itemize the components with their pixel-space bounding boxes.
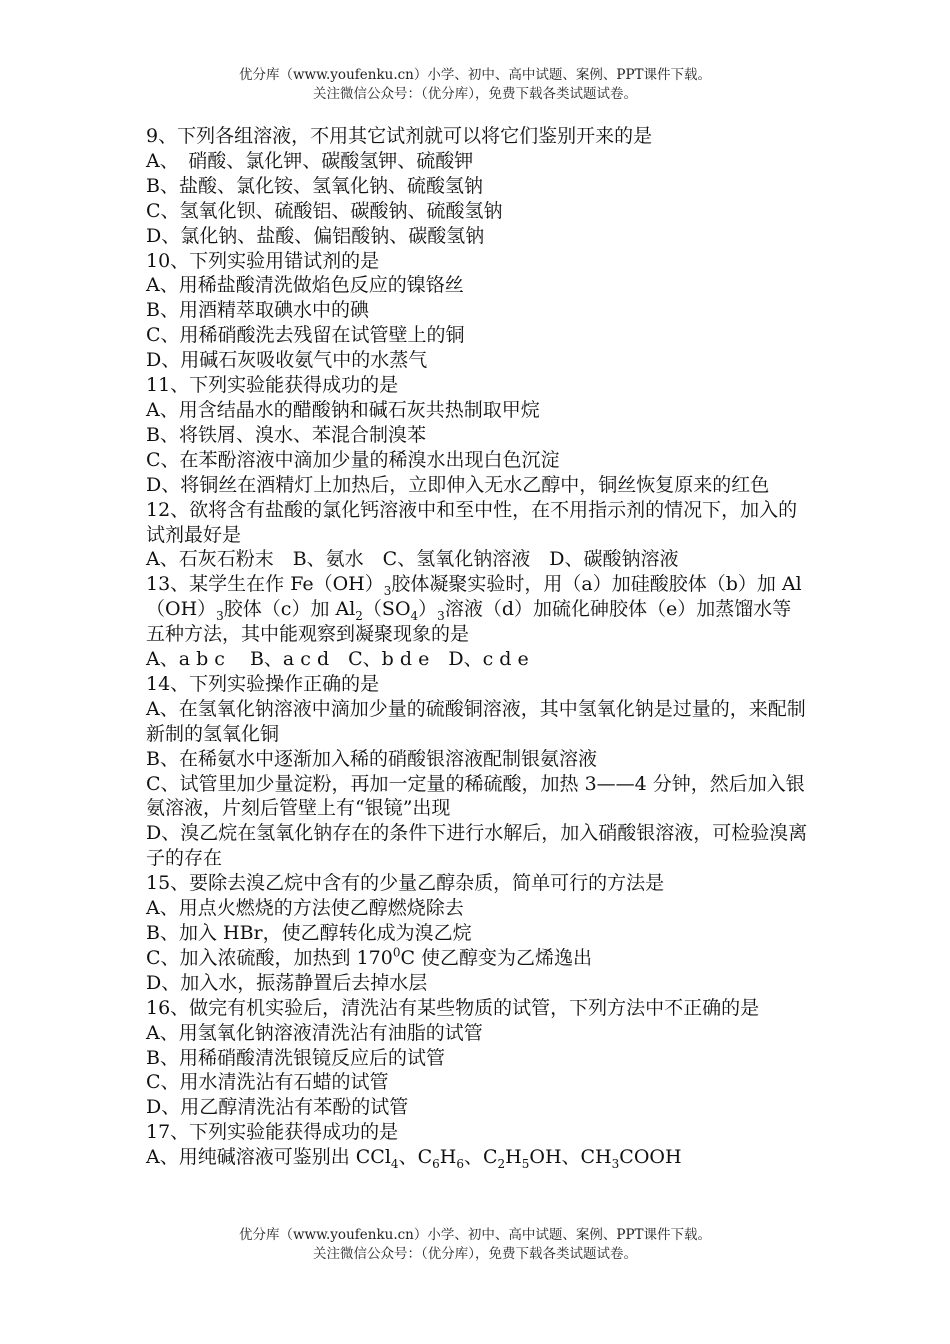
- q15-option-c: [146, 946, 810, 971]
- q11-option-c: C、在苯酚溶液中滴加少量的稀溴水出现白色沉淀: [146, 448, 560, 471]
- q17-a-text-5: H: [505, 1146, 522, 1169]
- q16-option-c: C、用水清洗沾有石蜡的试管: [146, 1071, 389, 1094]
- q17-a-text-7: COOH: [619, 1146, 682, 1169]
- q11-option-d: D、将铜丝在酒精灯上加热后，立即伸入无水乙醇中，铜丝恢复原来的红色: [146, 473, 770, 496]
- q16-option-a: A、用氢氧化钠溶液清洗沾有油脂的试管: [146, 1021, 483, 1044]
- q9-option-b: B、盐酸、氯化铵、氢氧化钠、硫酸氢钠: [146, 174, 483, 197]
- q17-a-sub-1: 4: [390, 1156, 399, 1171]
- q17-a-text-2: 、C: [398, 1146, 433, 1169]
- q17-a-text-1: A、用纯碱溶液可鉴别出 CCl: [146, 1146, 391, 1169]
- q17-a-sub-4: 2: [497, 1156, 506, 1171]
- q10-option-c: C、用稀硝酸洗去残留在试管壁上的铜: [146, 324, 465, 347]
- q17-a-sub-2: 6: [432, 1156, 440, 1171]
- q17-stem: 17、下列实验能获得成功的是: [146, 1121, 399, 1144]
- q15-c-text-2: C 使乙醇变为乙烯逸出: [400, 946, 593, 969]
- q16-stem: 16、做完有机实验后，清洗沾有某些物质的试管，下列方法中不正确的是: [146, 996, 760, 1019]
- q17-a-text-4: 、C: [463, 1146, 498, 1169]
- footer-line-2: 关注微信公众号：（优分库），免费下载各类试题试卷。: [313, 1246, 637, 1262]
- q10-option-a: A、用稀盐酸清洗做焰色反应的镍铬丝: [146, 274, 464, 297]
- footer-line-1: 优分库（www.youfenku.cn）小学、初中、高中试题、案例、PPT课件下载。: [238, 1227, 712, 1243]
- q17-option-a: [146, 1145, 810, 1170]
- q16-option-b: B、用稀硝酸清洗银镜反应后的试管: [146, 1046, 445, 1069]
- q12-options: A、石灰石粉末 B、氨水 C、氢氧化钠溶液 D、碳酸钠溶液: [146, 548, 679, 571]
- q14-option-a: A、在氢氧化钠溶液中滴加少量的硫酸铜溶液，其中氢氧化钠是过量的，来配制新制的氢氧化铜: [146, 697, 806, 745]
- page-header: [0, 66, 950, 104]
- q10-option-b: B、用酒精萃取碘水中的碘: [146, 299, 369, 322]
- q17-a-sub-5: 5: [521, 1156, 530, 1171]
- q17-a-text-3: H: [439, 1146, 457, 1169]
- q13-options: A、a b c B、a c d C、b d e D、c d e: [146, 648, 529, 671]
- q13-sub-3: 2: [355, 609, 363, 624]
- q15-c-sup: 0: [392, 945, 401, 960]
- q14-option-d: D、溴乙烷在氢氧化钠存在的条件下进行水解后，加入硝酸银溶液，可检验溴离子的存在: [146, 822, 808, 870]
- q13-text-1: 13、某学生在作 Fe（OH）: [146, 573, 384, 596]
- q15-option-d: D、加入水，振荡静置后去掉水层: [146, 971, 428, 994]
- q14-option-c: C、试管里加少量淀粉，再加一定量的稀硫酸，加热 3——4 分钟，然后加入银氨溶液，片刻后管壁上有“银镜”出现: [146, 772, 805, 820]
- q14-stem: 14、下列实验操作正确的是: [146, 672, 380, 695]
- q13-text-4: （SO: [362, 598, 411, 621]
- q13-sub-5: 3: [437, 609, 445, 624]
- page-footer: [0, 1226, 950, 1264]
- q15-option-b: B、加入 HBr，使乙醇转化成为溴乙烷: [146, 922, 472, 944]
- q13-sub-2: 3: [216, 609, 224, 624]
- q12-stem: 12、欲将含有盐酸的氯化钙溶液中和至中性，在不用指示剂的情况下，加入的试剂最好是: [146, 498, 798, 546]
- q16-option-d: D、用乙醇清洗沾有苯酚的试管: [146, 1096, 409, 1119]
- q9-option-c: C、氢氧化钡、硫酸铝、碳酸钠、硫酸氢钠: [146, 199, 503, 222]
- q10-stem: 10、下列实验用错试剂的是: [146, 249, 380, 272]
- q9-stem: 9、下列各组溶液，不用其它试剂就可以将它们鉴别开来的是: [146, 125, 653, 147]
- q15-c-text-1: C、加入浓硫酸，加热到 170: [146, 946, 393, 969]
- question-body: [146, 124, 810, 1170]
- header-line-1: 优分库（www.youfenku.cn）小学、初中、高中试题、案例、PPT课件下载。: [238, 67, 712, 83]
- q13-text-6: 溶液（d）加硫化砷胶体（e）加蒸馏水等五种方法，其中能观察到凝聚现象的是: [146, 598, 792, 646]
- q17-a-sub-3: 6: [456, 1156, 464, 1171]
- q13-text-3: 胶体（c）加 Al: [223, 598, 356, 621]
- q9-option-d: D、氯化钠、盐酸、偏铝酸钠、碳酸氢钠: [146, 224, 485, 247]
- q13-sub-1: 3: [383, 584, 392, 599]
- q11-option-a: A、用含结晶水的醋酸钠和碱石灰共热制取甲烷: [146, 398, 540, 421]
- q15-stem: 15、要除去溴乙烷中含有的少量乙醇杂质，简单可行的方法是: [146, 872, 665, 895]
- q13-text-5: ）: [418, 598, 438, 621]
- q13-text-2: 胶体凝聚实验时，用（a）加硅酸胶体（b）加 Al（OH）: [146, 573, 802, 621]
- q17-a-sub-6: 3: [611, 1156, 620, 1171]
- q9-option-a: A、 硝酸、氯化钾、碳酸氢钾、硫酸钾: [146, 149, 474, 172]
- q15-option-a: A、用点火燃烧的方法使乙醇燃烧除去: [146, 897, 464, 920]
- q10-option-d: D、用碱石灰吸收氨气中的水蒸气: [146, 349, 428, 372]
- q14-option-b: B、在稀氨水中逐渐加入稀的硝酸银溶液配制银氨溶液: [146, 747, 597, 770]
- header-line-2: 关注微信公众号：（优分库），免费下载各类试题试卷。: [313, 86, 637, 102]
- q11-stem: 11、下列实验能获得成功的是: [146, 374, 399, 397]
- q13-stem: [146, 572, 810, 647]
- q17-a-text-6: OH、CH: [529, 1146, 612, 1169]
- q13-sub-4: 4: [410, 609, 419, 624]
- q11-option-b: B、将铁屑、溴水、苯混合制溴苯: [146, 423, 426, 446]
